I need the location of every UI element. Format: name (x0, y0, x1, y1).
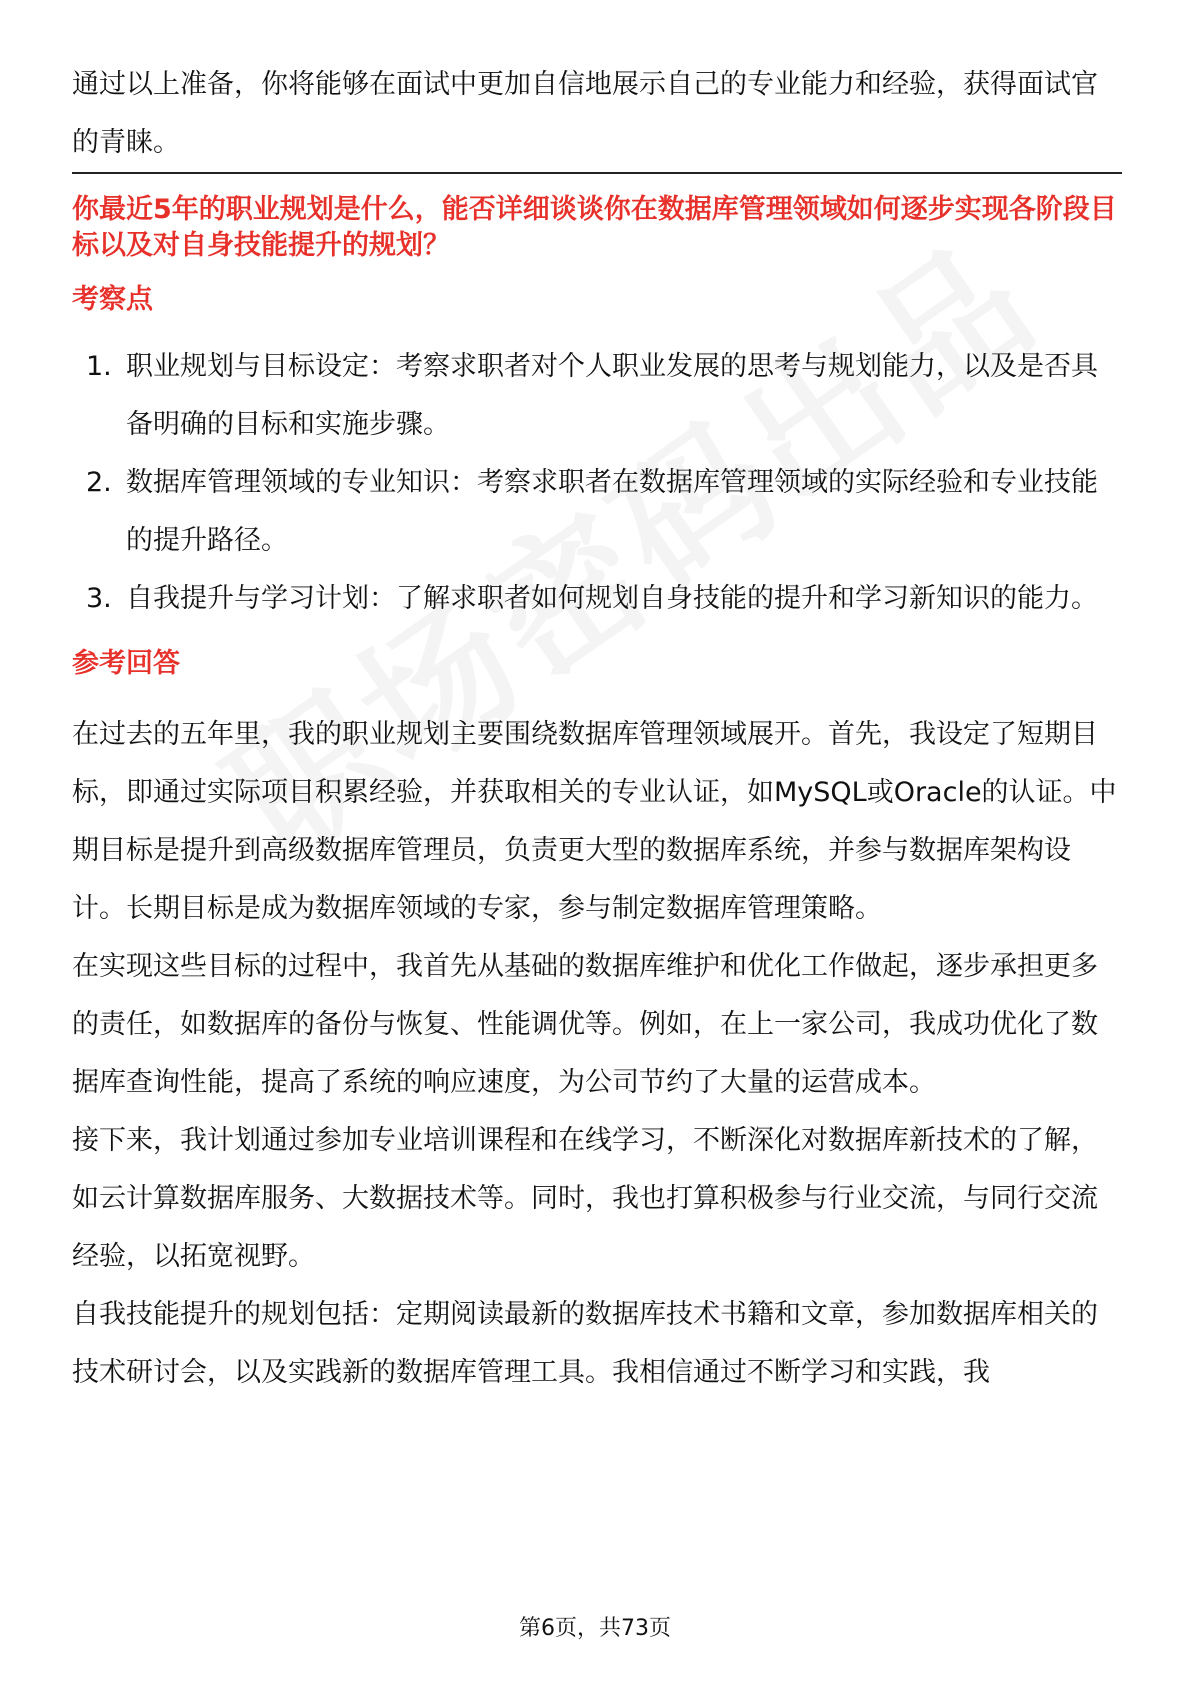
answer-paragraph-2: 在实现这些目标的过程中，我首先从基础的数据库维护和优化工作做起，逐步承担更多的责任，如数据库的备份与恢复、性能调优等。例如，在上一家公司，我成功优化了数据库查询性能，提高了系统的响应速度，为公司节约了大量的运营成本。 (72, 951, 1098, 1098)
assessment-item-3 (72, 570, 1122, 628)
assessment-item-1 (72, 338, 1122, 454)
intro-paragraph: 通过以上准备，你将能够在面试中更加自信地展示自己的专业能力和经验，获得面试官的青睐。 (72, 69, 1098, 158)
assessment-item-2 (72, 454, 1122, 570)
answer-paragraph-3: 接下来，我计划通过参加专业培训课程和在线学习，不断深化对数据库新技术的了解，如云计算数据库服务、大数据技术等。同时，我也打算积极参与行业交流，与同行交流经验，以拓宽视野。 (72, 1125, 1098, 1272)
list-number: 3. (86, 583, 112, 614)
answer-paragraph-4: 自我技能提升的规划包括：定期阅读最新的数据库技术书籍和文章，参加数据库相关的技术研讨会，以及实践新的数据库管理工具。我相信通过不断学习和实践，我 (72, 1299, 1098, 1388)
section-divider (72, 172, 1122, 174)
answer-paragraph-1: 在过去的五年里，我的职业规划主要围绕数据库管理领域展开。首先，我设定了短期目标，即通过实际项目积累经验，并获取相关的专业认证，如MySQL或Oracle的认证。中期目标是提升到高级数据库管理员，负责更大型的数据库系统，并参与数据库架构设计。长期目标是成为数据库领域的专家，参与制定数据库管理策略。 (72, 719, 1117, 924)
assessment-item-text: 职业规划与目标设定：考察求职者对个人职业发展的思考与规划能力，以及是否具备明确的目标和实施步骤。 (126, 351, 1098, 440)
list-number: 2. (86, 467, 112, 498)
page-number: 第6页，共73页 (519, 1616, 671, 1641)
assessment-item-text: 自我提升与学习计划：了解求职者如何规划自身技能的提升和学习新知识的能力。 (126, 583, 1098, 614)
answer-title: 参考回答 (72, 648, 180, 679)
page-content (72, 56, 1122, 1402)
list-number: 1. (86, 351, 112, 382)
question-heading: 你最近5年的职业规划是什么，能否详细谈谈你在数据库管理领域如何逐步实现各阶段目标以及对自身技能提升的规划？ (72, 194, 1117, 261)
assessment-list (72, 338, 1122, 628)
assessment-item-text: 数据库管理领域的专业知识：考察求职者在数据库管理领域的实际经验和专业技能的提升路径。 (126, 467, 1098, 556)
assessment-title: 考察点 (72, 284, 153, 315)
